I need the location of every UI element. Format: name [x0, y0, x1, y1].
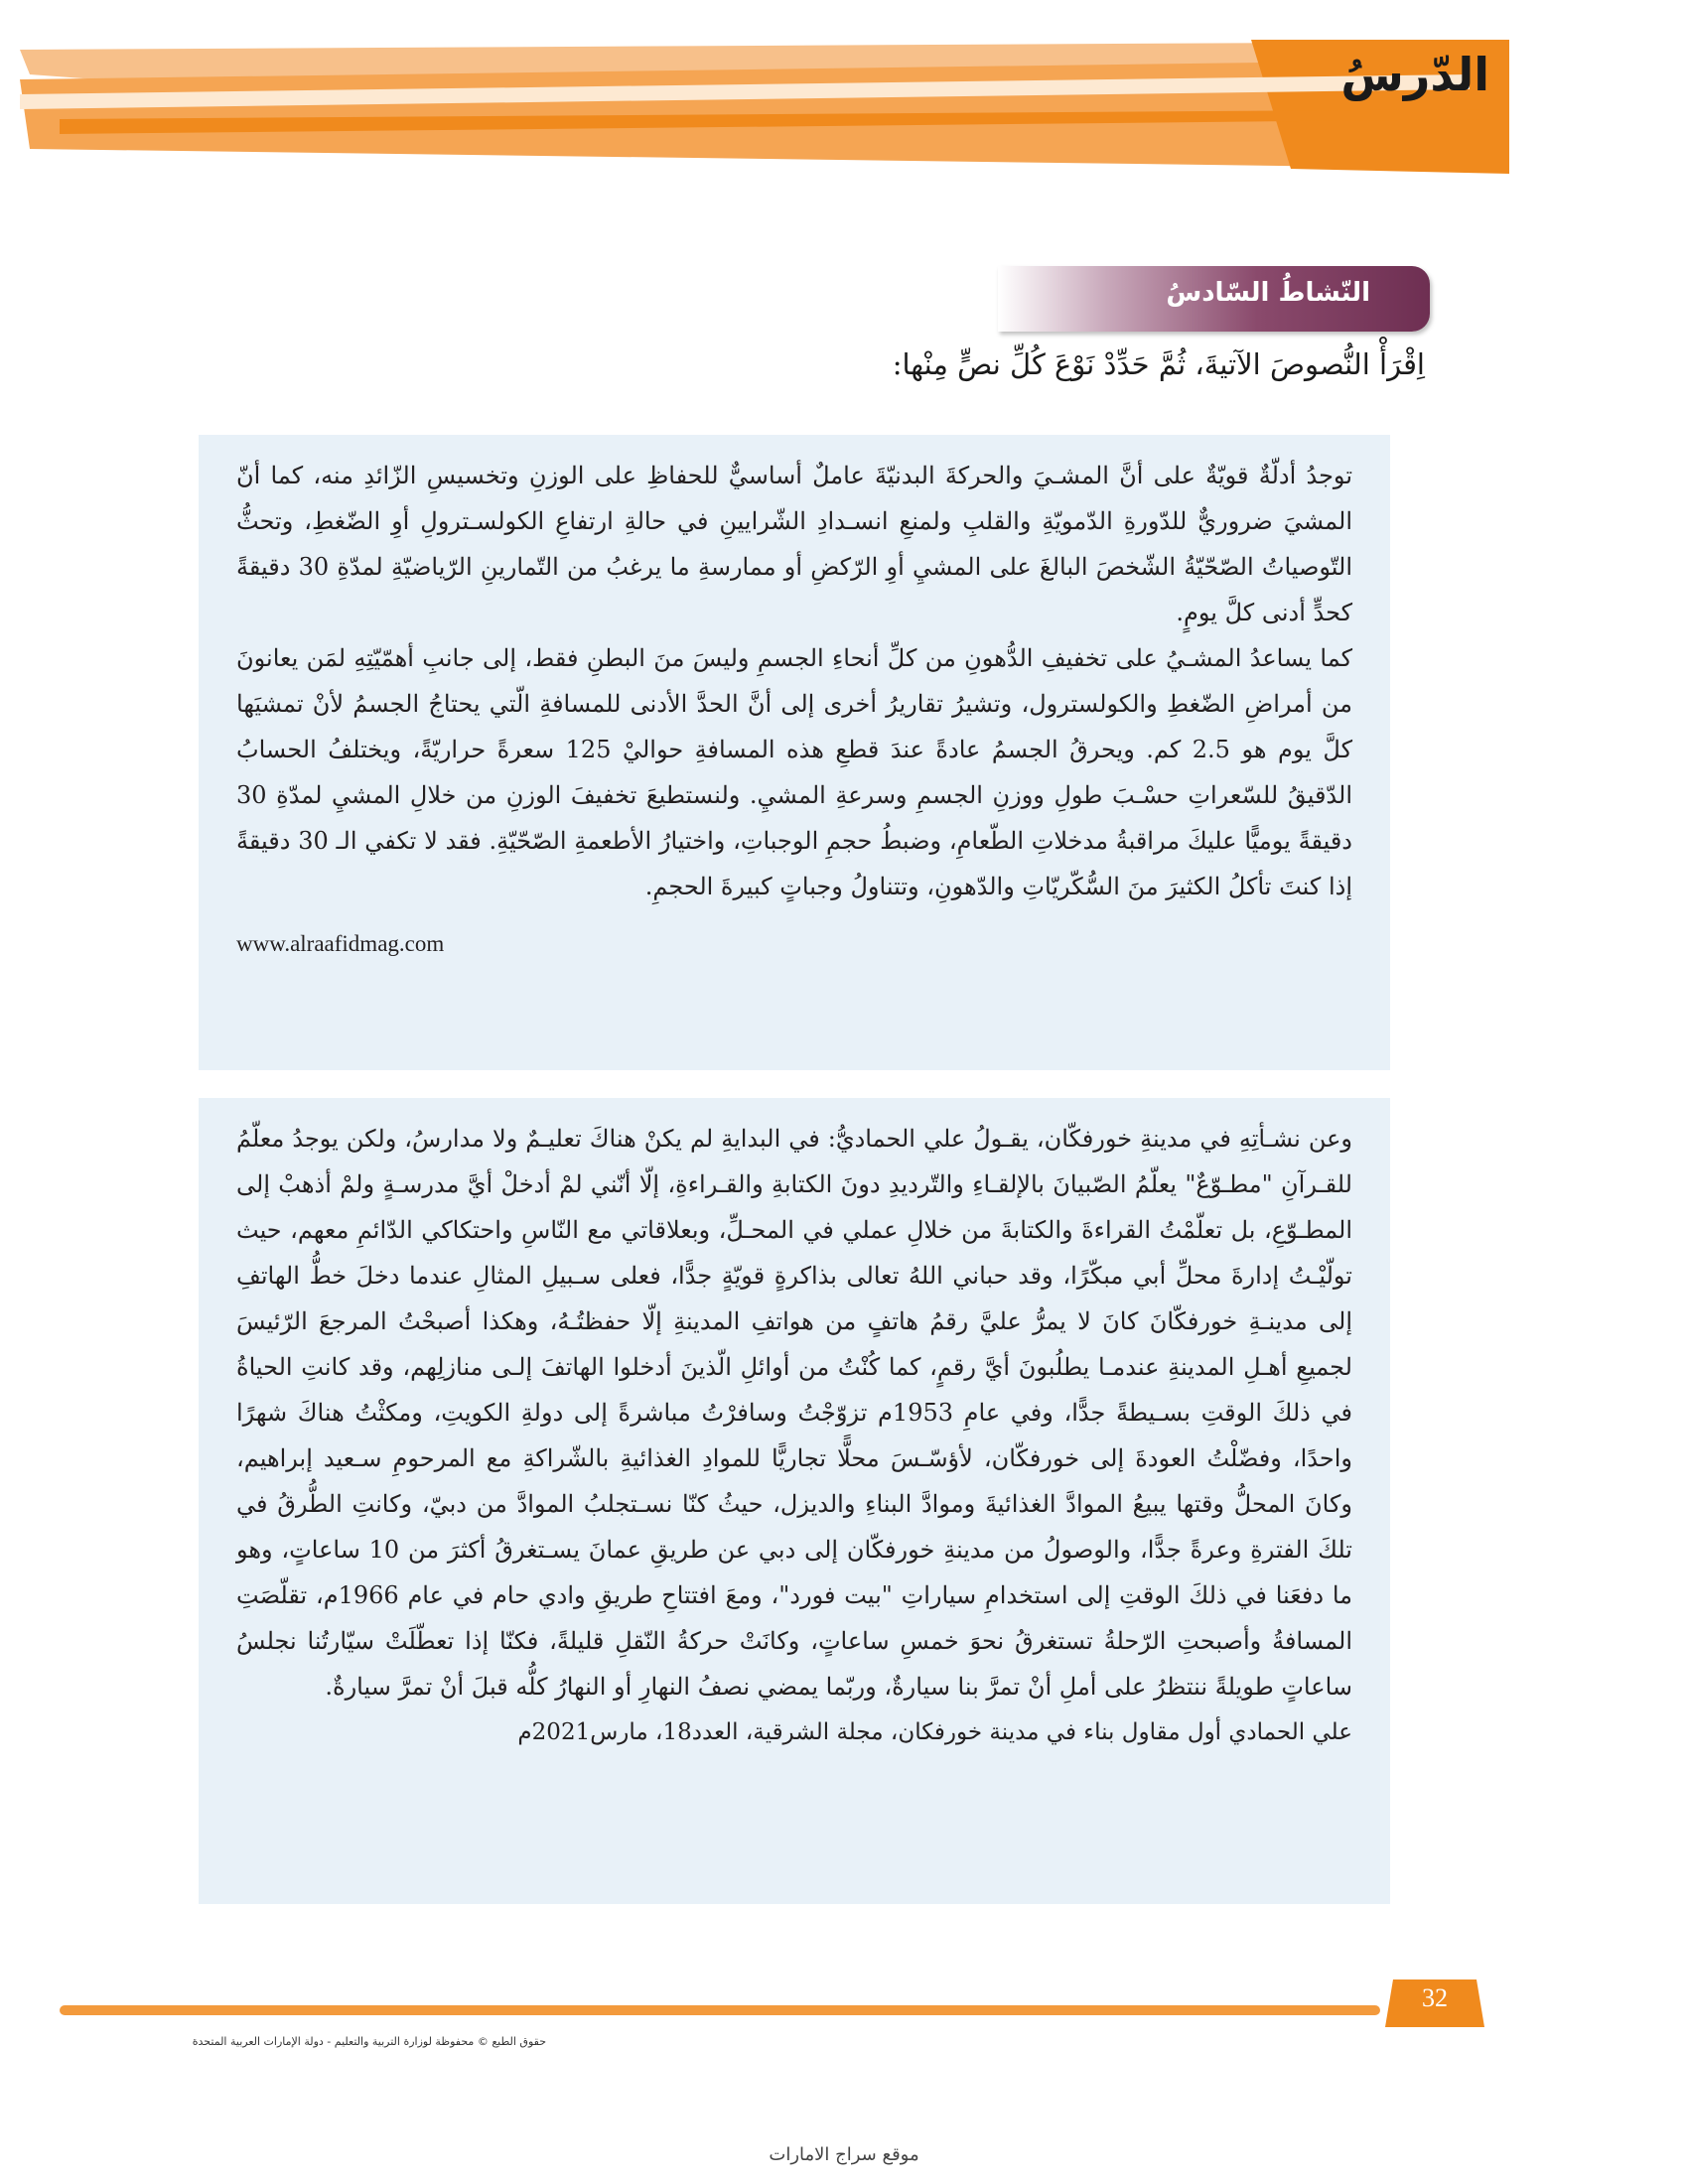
site-name-footer: موقع سراج الامارات: [769, 2144, 919, 2165]
text-box-2: [199, 1098, 1390, 1904]
copyright-notice: حقوق الطبع © محفوظة لوزارة التربية والتعليم - دولة الإمارات العربية المتحدة: [192, 2035, 546, 2048]
text-box-1: [199, 435, 1390, 1070]
activity-label: النّشاطُ السّادسُ: [1166, 278, 1370, 308]
page-number: 32: [1422, 1983, 1448, 2012]
text2-source: علي الحمادي أول مقاول بناء في مدينة خورفكان، مجلة الشرقية، العدد18، مارس2021م: [517, 1719, 1352, 1745]
activity-instruction: اِقْرَأْ النُّصوصَ الآتيةَ، ثُمَّ حَدِّدْ نَوْعَ كُلِّ نصٍّ مِنْها:: [892, 347, 1425, 381]
text1-paragraph-1: توجدُ أدلّةٌ قويّةٌ على أنَّ المشـيَ والحركةَ البدنيّةَ عاملٌ أساسيٌّ للحفاظِ على الوزنِ وتخسيسِ الزّائدِ منه، كما أنّ المشيَ ضروريٌّ للدّورةِ الدّمويّةِ والقلبِ ولمنعِ انسـدادِ الشّرايينِ في حالةِ ارتفاعِ الكولسـترولِ أوِ الضّغطِ، وتحثُّ التّوصياتُ الصّحّيّةُ الشّخصَ البالغَ على المشيِ أوِ الرّكضِ أو ممارسةِ ما يرغبُ من التّمارينِ الرّياضيّةِ لمدّةِ 30 دقيقةً كحدٍّ أدنى كلَّ يومٍ.: [236, 462, 1353, 626]
text2-paragraph: وعن نشـأتِهِ في مدينةِ خورفكّان، يقـولُ علي الحماديُّ: في البدايةِ لم يكنْ هناكَ تعليـمٌ ولا مدارسُ، ولكن يوجدُ معلّمُ للقـرآنِ "مطـوّعٌ" يعلّمُ الصّبيانَ بالإلقـاءِ والتّرديدِ دونَ الكتابةِ والقـراءةِ، إلّا أنّني لمْ أدخلْ أيَّ مدرسـةٍ ولمْ أذهبْ إلى المطـوّعِ، بل تعلّمْتُ القراءةَ والكتابةَ من خلالِ عملي في المحـلِّ، وبعلاقاتي مع النّاسِ واحتكاكي الدّائمِ معهم، حيث تولّيْـتُ إدارةَ محلِّ أبي مبكّرًا، وقد حباني اللهُ تعالى بذاكرةٍ قويّةٍ جدًّا، فعلى سـبيلِ المثالِ عندما دخلَ خطُّ الهاتفِ إلى مدينـةِ خورفكّانَ كانَ لا يمرُّ عليَّ رقمُ هاتفٍ من هواتفِ المدينةِ إلّا حفظتُـهُ، وهكذا أصبحْتُ المرجعَ الرّئيسَ لجميعِ أهـلِ المدينةِ عندمـا يطلُبونَ أيَّ رقمٍ، كما كُنْتُ من أوائلِ الّذينَ أدخلوا الهاتفَ إلـى منازلِهم، وقد كانتِ الحياةُ في ذلكَ الوقتِ بسـيطةً جدًّا، وفي عامِ 1953م تزوّجْتُ وسافرْتُ مباشرةً إلى دولةِ الكويتِ، ومكثْتُ هناكَ شهرًا واحدًا، وفضّلْتُ العودةَ إلى خورفكّان، لأؤسّـسَ محلًّا تجاريًّا للموادِ الغذائيةِ بالشّراكةِ مع المرحومِ سـعيد إبراهيم، وكانَ المحلُّ وقتها يبيعُ الموادَّ الغذائيةَ وموادَّ البناءِ والديزل، حيثُ كنّا نسـتجلبُ الموادَّ من دبيّ، وكانتِ الطُّرقُ في تلكَ الفترةِ وعرةً جدًّا، والوصولُ من مدينةِ خورفكّان إلى دبي عن طريقِ عمانَ يسـتغرقُ أكثرَ من 10 ساعاتٍ، وهو ما دفعَنا في ذلكَ الوقتِ إلى استخدامِ سياراتِ "بيت فورد"، ومعَ افتتاحِ طريقِ وادي حام في عام 1966م، تقلّصَتِ المسافةُ وأصبحتِ الرّحلةُ تستغرقُ نحوَ خمسِ ساعاتٍ، وكانَتْ حركةُ النّقلِ قليلةً، فكنّا إذا تعطّلَتْ سيّارتُنا نجلسُ ساعاتٍ طويلةً ننتظرُ على أملِ أنْ تمرَّ بنا سيارةٌ، وربّما يمضي نصفُ النهارِ أو النهارُ كلُّه قبلَ أنْ تمرَّ سيارةٌ.: [236, 1125, 1353, 1701]
lesson-title: الدّرسُ: [1340, 48, 1489, 101]
text1-paragraph-2: كما يساعدُ المشـيُ على تخفيفِ الدُّهونِ من كلِّ أنحاءِ الجسمِ وليسَ منَ البطنِ فقط، إلى جانبِ أهمّيّتِهِ لمَن يعانونَ من أمراضِ الضّغطِ والكولسترول، وتشيرُ تقاريرُ أخرى إلى أنَّ الحدَّ الأدنى للمسافةِ الّتي يحتاجُ الجسمُ لأنْ تمشيَها كلَّ يوم هو 2.5 كم. ويحرقُ الجسمُ عادةً عندَ قطعِ هذه المسافةِ حواليْ 125 سعرةً حراريّةً، ويختلفُ الحسابُ الدّقيقُ للسّعراتِ حسْـبَ طولِ ووزنِ الجسمِ وسرعةِ المشيِ. ولنستطيعَ تخفيفَ الوزنِ من خلالِ المشيِ لمدّةِ 30 دقيقةً يوميًّا عليكَ مراقبةُ مدخلاتِ الطّعامِ، وضبطُ حجمِ الوجباتِ، واختيارُ الأطعمةِ الصّحّيّةِ. فقد لا تكفي الـ 30 دقيقةً إذا كنتَ تأكلُ الكثيرَ منَ السُّكّريّاتِ والدّهونِ، وتتناولُ وجباتٍ كبيرةَ الحجمِ.: [236, 644, 1353, 900]
footer-bar: [60, 2005, 1380, 2015]
text1-source-url: www.alraafidmag.com: [236, 931, 445, 956]
activity-tab: [998, 266, 1430, 332]
